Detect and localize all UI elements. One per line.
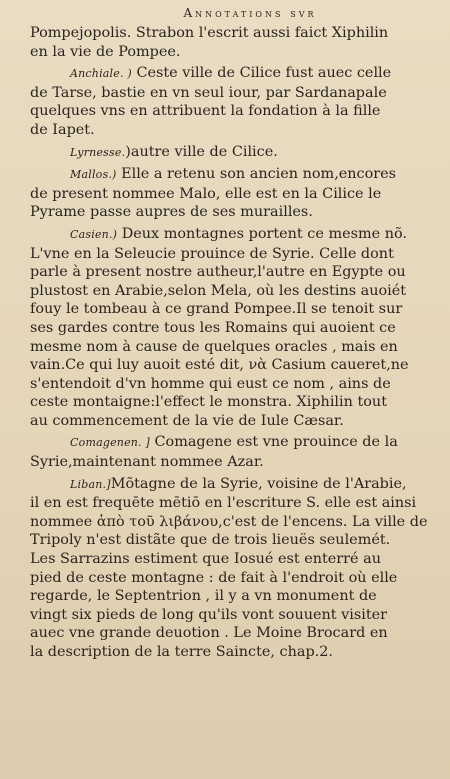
text-line [30,225,438,245]
text-line: plustost en Arabie,selon Mela, où les destins auoiét [30,282,407,299]
text-line [30,433,438,453]
text-line: vingt six pieds de long qu'ils vont souuent visiter [30,606,388,623]
text-line-body: Comagene est vne prouince de la [154,434,398,451]
text-line: de Iapet. [30,121,95,138]
annotation-text [30,24,438,665]
text-line: vain.Ce qui luy auoit esté dit, νὰ Casium caueret,ne [30,357,409,374]
text-line: il en est frequēte mētiō en l'escriture S. elle est ainsi [30,495,417,512]
text-line [30,64,438,84]
text-line: fouy le tombeau à ce grand Pompee.Il se tenoit sur [30,301,403,318]
text-line: la description de la terre Saincte, chap.2. [30,644,333,660]
lemma: Liban.] [70,477,111,491]
text-line: Tripoly n'est distãte que de trois lieuës seulemét. [30,532,391,549]
text-line [30,165,438,185]
text-line: Pyrame passe aupres de ses murailles. [30,204,313,221]
text-line-body: Elle a retenu son ancien nom,encores [121,166,397,183]
text-line: Pompejopolis. Strabon l'escrit aussi faict Xiphilin [30,25,389,41]
text-line: Syrie,maintenant nommee Azar. [30,454,264,471]
paragraph-anchiale [30,64,438,139]
paragraph-mallos [30,165,438,222]
lemma: Lyrnesse. [70,145,126,159]
text-line: s'entendoit d'vn homme qui eust ce nom , ains de [30,375,391,392]
text-line: de Tarse, bastie en vn seul iour, par Sardanapale [30,84,387,101]
text-line [30,143,438,163]
paragraph-pompejopolis [30,24,438,61]
text-line: auec vne grande deuotion . Le Moine Brocard en [30,625,388,642]
text-line: au commencement de la vie de Iule Cæsar. [30,412,344,429]
paragraph-comagenen [30,433,438,471]
text-line: pied de ceste montagne : de fait à l'endroit où elle [30,569,398,586]
lemma: Anchiale. ) [70,67,132,81]
text-line-body: Mõtagne de la Syrie, voisine de l'Arabie, [110,475,407,492]
text-line: L'vne en la Seleucie prouince de Syrie. Celle dont [30,245,394,262]
lemma: Comagenen. ] [70,436,150,450]
text-line: regarde, le Septentrion , il y a vn monument de [30,588,377,605]
running-head: Annotations svr [183,6,317,20]
lemma: Mallos.) [70,168,117,182]
text-line: en la vie de Pompee. [30,43,181,60]
text-line-body: )autre ville de Cilice. [125,143,278,160]
text-line: de present nommee Malo, elle est en la Cilice le [30,185,382,202]
text-line: mesme nom à cause de quelques oracles , mais en [30,338,398,355]
text-line: ceste montaigne:l'effect le monstra. Xiphilin tout [30,394,387,411]
text-line [30,475,438,495]
lemma: Casien.) [70,227,118,241]
text-line: Les Sarrazins estiment que Iosué est enterré au [30,551,381,568]
paragraph-casien [30,225,438,431]
paragraph-lyrnesse [30,143,438,163]
text-line-body: Ceste ville de Cilice fust auec celle [136,65,392,82]
text-line: quelques vns en attribuent la fondation à la fille [30,103,381,120]
paragraph-liban [30,475,438,662]
text-line-body: Deux montagnes portent ce mesme nõ. [121,225,407,242]
text-line: parle à present nostre autheur,l'autre en Egypte ou [30,264,406,281]
text-line: nommee ἀπὸ τοῦ λιβάνου,c'est de l'encens. La ville de [30,513,428,530]
text-line: ses gardes contre tous les Romains qui auoient ce [30,319,396,336]
